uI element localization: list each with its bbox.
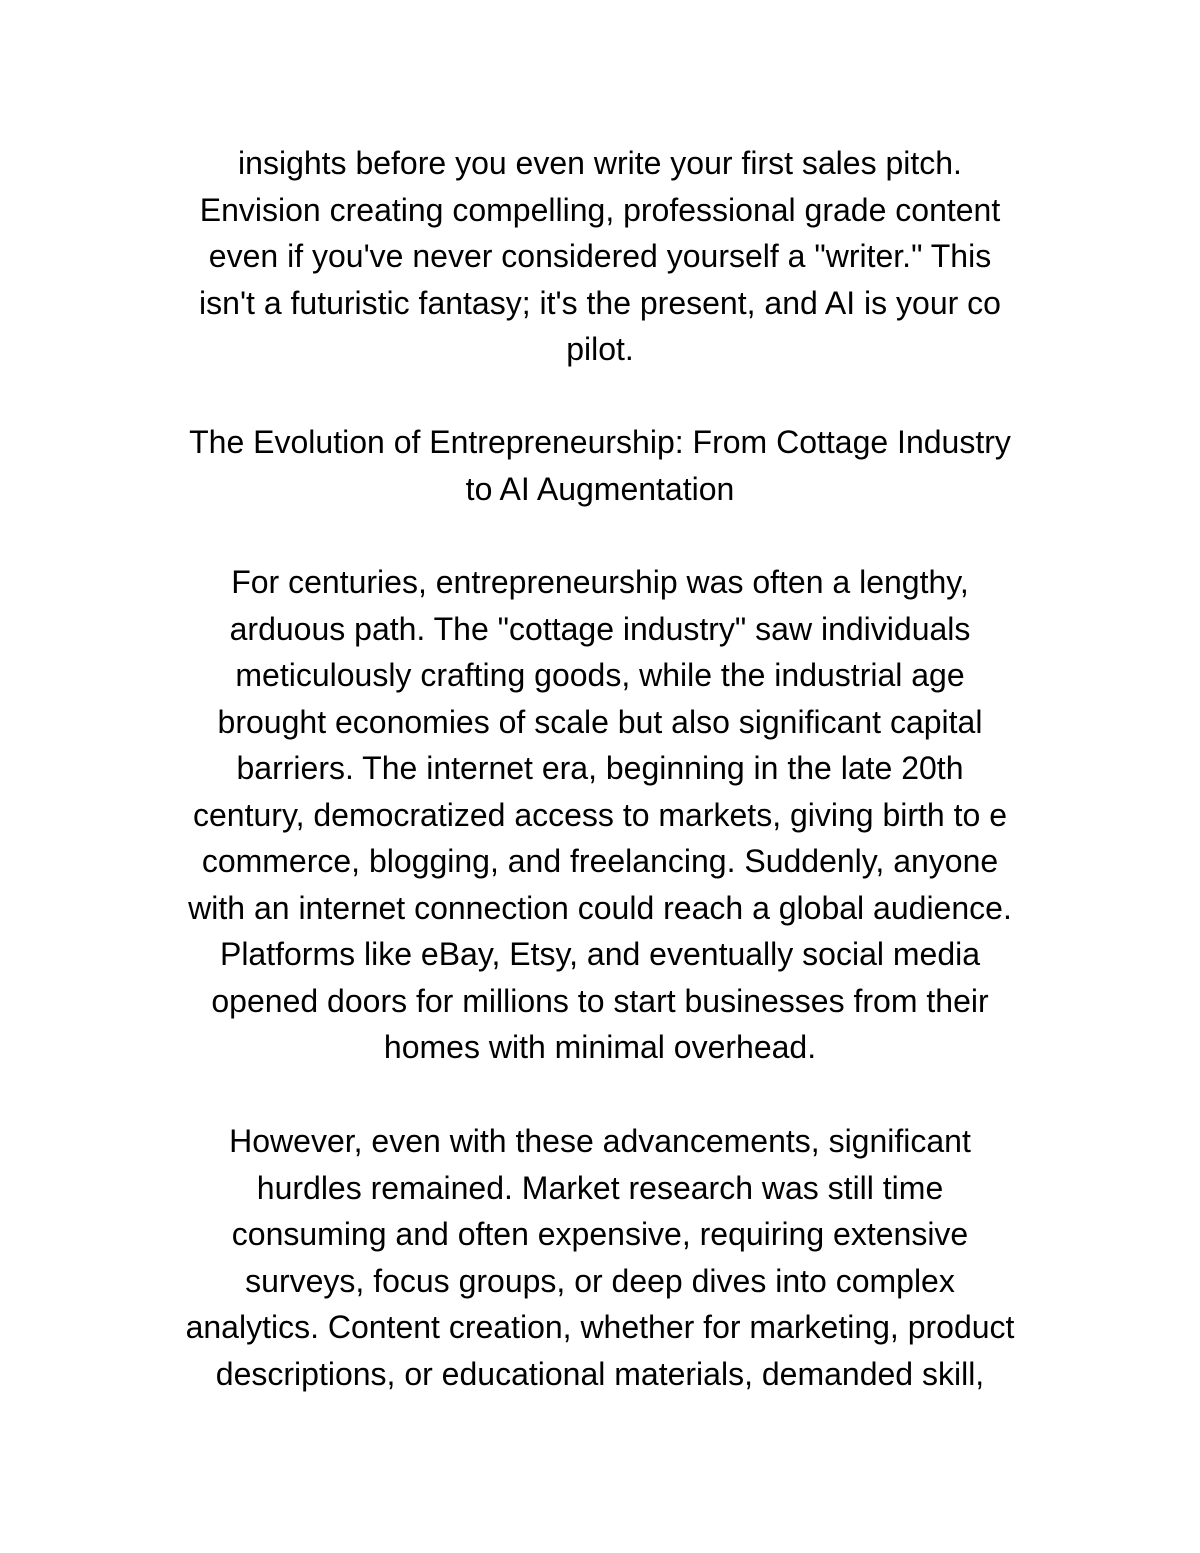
text-line: meticulously crafting goods, while the industrial age [235, 657, 965, 693]
text-line: barriers. The internet era, beginning in the late 20th [236, 750, 964, 786]
body-paragraph [0, 1118, 1200, 1397]
intro-paragraph [0, 140, 1200, 373]
text-line: homes with minimal overhead. [383, 1029, 817, 1065]
text-line: surveys, focus groups, or deep dives into complex [245, 1262, 955, 1299]
text-line: consuming and often expensive, requiring extensive [231, 1216, 969, 1252]
body-paragraph [0, 559, 1200, 1071]
text-line: Platforms like eBay, Etsy, and eventually social media [219, 936, 981, 972]
heading-line: to AI Augmentation [465, 470, 735, 507]
text-line: analytics. Content creation, whether for marketing, product [185, 1309, 1015, 1345]
text-line: with an internet connection could reach a global audience. [188, 889, 1012, 926]
text-line: arduous path. The "cottage industry" saw individuals [229, 610, 971, 647]
text-line: brought economies of scale but also significant capital [217, 703, 983, 740]
text-line: For centuries, entrepreneurship was often a lengthy, [231, 564, 969, 600]
text-line: isn't a futuristic fantasy; it's the present, and AI is your co [199, 284, 1001, 321]
text-line: opened doors for millions to start businesses from their [211, 982, 989, 1019]
text-line: pilot. [566, 331, 634, 367]
section-heading [0, 419, 1200, 512]
text-line: insights before you even write your first sales pitch. [238, 145, 962, 181]
text-line: descriptions, or educational materials, demanded skill, [215, 1355, 985, 1392]
text-line: commerce, blogging, and freelancing. Suddenly, anyone [201, 843, 999, 879]
text-line: even if you've never considered yourself a "writer." This [208, 238, 992, 274]
text-line: However, even with these advancements, significant [229, 1123, 971, 1159]
text-line: century, democratized access to markets, giving birth to e [193, 796, 1007, 833]
text-line: Envision creating compelling, professional grade content [199, 191, 1001, 228]
heading-line: The Evolution of Entrepreneurship: From Cottage Industry [189, 424, 1011, 460]
text-line: hurdles remained. Market research was still time [256, 1169, 944, 1206]
